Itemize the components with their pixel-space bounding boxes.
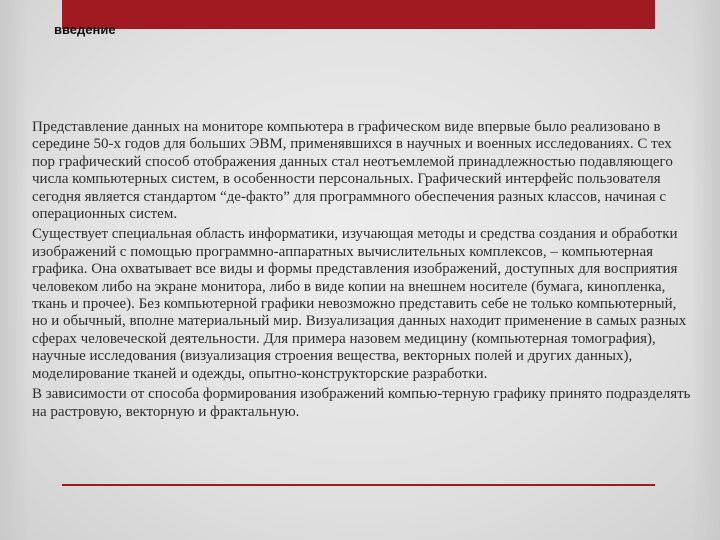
body-paragraph-3: В зависимости от способа формирования изображений компью-терную графику принято подразделять на растровую, векторную и фрактальную. [32, 386, 691, 420]
body-paragraph-2: Существует специальная область информатики, изучающая методы и средства создания и обработки изображений с помощью программно-аппаратных вычислительных комплексов, – компьютерная графика. Она охватывает все виды и формы представления изображений, доступных для восприятия человеком либо на экране монитора, либо в виде копии на внешнем носителе (бумага, кинопленка, ткань и прочее). Без компьютерной графики невозможно представить себе не только компьютерный, но и обычный, вполне материальный мир. Визуализация данных находит применение в самых разных сферах человеческой деятельности. Для примера назовем медицину (компьютерная томография), научные исследования (визуализация строения вещества, векторных полей и других данных), моделирование тканей и одежды, опытно-конструкторские разработки. [32, 226, 687, 382]
title-accent-bar [62, 0, 655, 29]
slide-body [32, 119, 692, 424]
bottom-accent-line [62, 484, 655, 486]
slide-vignette-right [692, 0, 720, 540]
slide-title: введение [54, 22, 116, 37]
slide-vignette-left [0, 0, 28, 540]
body-paragraph-1: Представление данных на мониторе компьютера в графическом виде впервые было реализовано в середине 50-х годов для больших ЭВМ, применявшихся в научных и военных исследованиях. С тех пор графический способ отображения данных стал неотъемлемой принадлежностью подавляющего числа компьютерных систем, в особенности персональных. Графический интерфейс пользователя сегодня является стандартом “де-факто” для программного обеспечения разных классов, начиная с операционных систем. [32, 119, 673, 223]
